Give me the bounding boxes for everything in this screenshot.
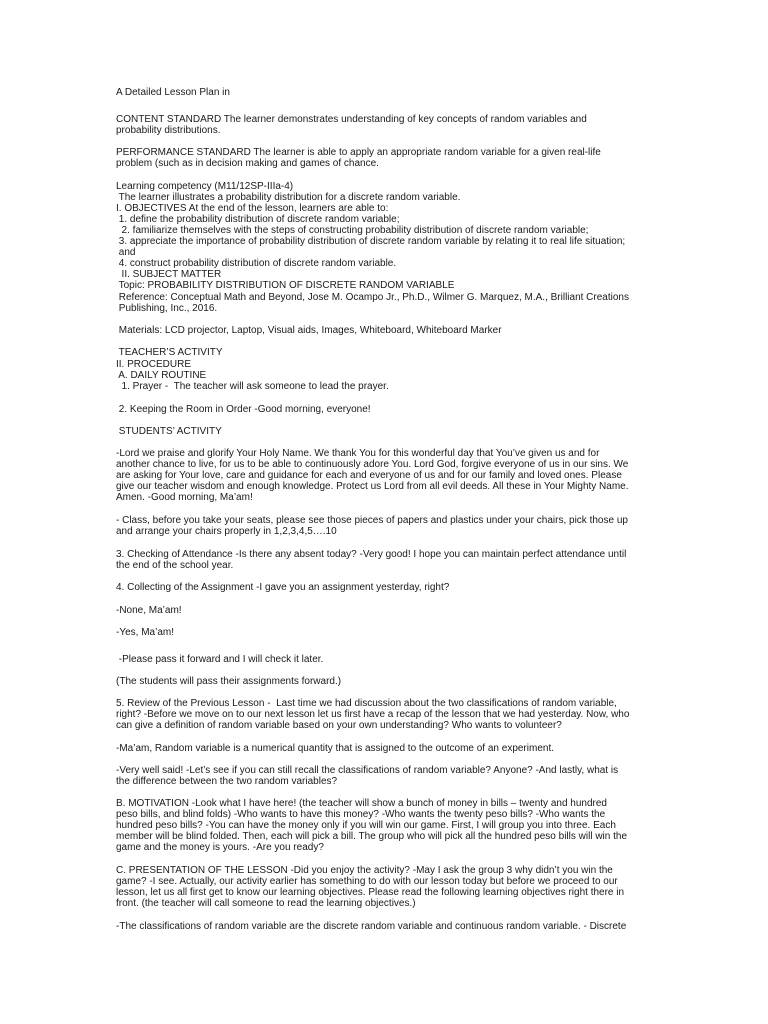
text-line: problem (such as in decision making and games of chance. [116,158,379,169]
text-line: CONTENT STANDARD The learner demonstrates understanding of key concepts of random variables and [116,114,587,125]
text-line: Topic: PROBABILITY DISTRIBUTION OF DISCRETE RANDOM VARIABLE [116,280,455,291]
text-line: II. SUBJECT MATTER [116,269,222,280]
text-line: 3. appreciate the importance of probability distribution of discrete random variable by relating it to real life situation; [116,236,626,247]
text-line: C. PRESENTATION OF THE LESSON -Did you enjoy the activity? -May I ask the group 3 why didn’t you win the [116,865,613,876]
text-line: Materials: LCD projector, Laptop, Visual aids, Images, Whiteboard, Whiteboard Marker [116,325,502,336]
text-line: game? -I see. Actually, our activity earlier has something to do with our lesson today but before we proceed to our [116,876,618,887]
text-line: front. (the teacher will call someone to read the learning objectives.) [116,898,416,909]
text-line: 1. Prayer - The teacher will ask someone to lead the prayer. [116,381,389,392]
text-line: another chance to live, for us to be able to continuously adore You. Lord God, forgive everyone of us in our sins. We [116,459,629,470]
text-line: 1. define the probability distribution of discrete random variable; [116,214,400,225]
text-line: and arrange your chairs properly in 1,2,3,4,5….10 [116,526,337,537]
text-line: The learner illustrates a probability distribution for a discrete random variable. [116,192,461,203]
text-line: PERFORMANCE STANDARD The learner is able to apply an appropriate random variable for a given real-life [116,147,601,158]
text-line: peso bills, and blind folds) -Who wants to have this money? -Who wants the twenty peso bills? -Who wants the [116,809,606,820]
text-line: lesson, let us all first get to know our learning objectives. Please read the following learning objectives right there in [116,887,625,898]
text-line: -Yes, Ma’am! [116,627,174,638]
text-line: B. MOTIVATION -Look what I have here! (the teacher will show a bunch of money in bills – twenty and hundred [116,798,607,809]
text-line: -Please pass it forward and I will check it later. [116,654,324,665]
text-line: Reference: Conceptual Math and Beyond, Jose M. Ocampo Jr., Ph.D., Wilmer G. Marquez, M.A., Brilliant Creations [116,292,629,303]
text-line: -None, Ma’am! [116,605,182,616]
text-line: member will be blind folded. Then, each will pick a bill. The group who will pick all the hundred peso bills will win the [116,831,628,842]
text-line: A. DAILY ROUTINE [116,370,207,381]
text-line: probability distributions. [116,125,221,136]
text-line: the difference between the two random variables? [116,776,338,787]
text-line: 4. construct probability distribution of discrete random variable. [116,258,397,269]
text-line: A Detailed Lesson Plan in [116,87,230,98]
text-line: II. PROCEDURE [116,359,192,370]
text-line: 5. Review of the Previous Lesson - Last time we had discussion about the two classifications of random variable, [116,698,617,709]
text-line: game and the money is yours. -Are you ready? [116,842,324,853]
text-line: -Lord we praise and glorify Your Holy Name. We thank You for this wonderful day that You’ve given us and for [116,448,600,459]
text-line: I. OBJECTIVES At the end of the lesson, learners are able to: [116,203,389,214]
text-line: 2. familiarize themselves with the steps of constructing probability distribution of discrete random variable; [116,225,589,236]
text-line: - Class, before you take your seats, please see those pieces of papers and plastics under your chairs, pick those up [116,515,628,526]
text-line: give our teacher wisdom and enough knowledge. Protect us Lord from all evil deeds. All these in Your Mighty Name. [116,481,629,492]
text-line: -Very well said! -Let’s see if you can still recall the classifications of random variable? Anyone? -And lastly, what is [116,765,619,776]
text-line: and [116,247,136,258]
text-line: Amen. -Good morning, Ma’am! [116,492,253,503]
text-line: (The students will pass their assignments forward.) [116,676,342,687]
text-line: are asking for Your love, care and guidance for each and everyone of us and for our family and loved ones. Please [116,470,622,481]
text-line: -The classifications of random variable are the discrete random variable and continuous random variable. - Discrete [116,921,627,932]
text-line: 3. Checking of Attendance -Is there any absent today? -Very good! I hope you can maintain perfect attendance until [116,549,627,560]
text-line: TEACHER’S ACTIVITY [116,347,223,358]
text-line: can give a definition of random variable based on your own understanding? Who wants to volunteer? [116,720,562,731]
text-line: hundred peso bills? -You can have the money only if you will win our game. First, I will group you into three. Each [116,820,616,831]
text-line: 2. Keeping the Room in Order -Good morning, everyone! [116,404,371,415]
text-line: the end of the school year. [116,560,234,571]
text-line: right? -Before we move on to our next lesson let us first have a recap of the lesson that we had yesterday. Now, who [116,709,630,720]
text-line: 4. Collecting of the Assignment -I gave you an assignment yesterday, right? [116,582,450,593]
text-line: STUDENTS’ ACTIVITY [116,426,222,437]
text-line: -Ma’am, Random variable is a numerical quantity that is assigned to the outcome of an experiment. [116,743,554,754]
text-line: Learning competency (M11/12SP-IIIa-4) [116,181,294,192]
text-line: Publishing, Inc., 2016. [116,303,218,314]
